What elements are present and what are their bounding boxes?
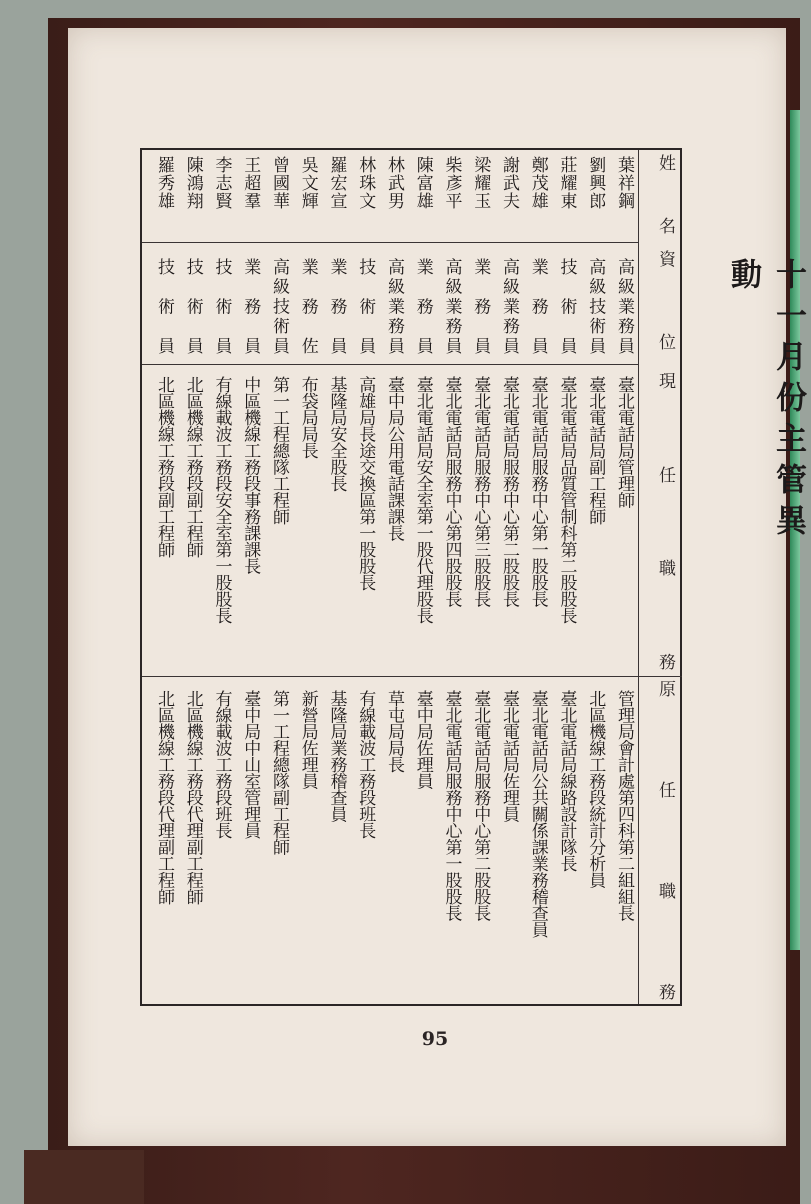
previous-post: 有線載波工務段班長 <box>211 690 232 839</box>
person-name: 柴彥平 <box>441 156 462 210</box>
current-post: 北區機線工務段副工程師 <box>154 376 174 558</box>
current-post: 臺中局公用電話課課長 <box>384 376 404 541</box>
qualification: 高級業務員 <box>441 258 462 354</box>
table-row <box>237 150 263 1004</box>
header-previous-post-char: 任 <box>655 781 675 798</box>
qualification: 技術員 <box>154 258 174 354</box>
header-previous-post <box>644 680 678 1000</box>
person-name: 曾國華 <box>269 156 289 210</box>
qualification: 業務員 <box>470 258 491 354</box>
previous-post: 臺北電話局服務中心第二股股長 <box>470 690 491 921</box>
table-row <box>324 150 350 1004</box>
current-post: 臺北電話局品質管制科第二股股長 <box>556 376 577 624</box>
header-current-post-char: 任 <box>655 465 675 483</box>
person-name: 莊耀東 <box>556 156 577 210</box>
table-row <box>439 150 465 1004</box>
current-post: 北區機線工務段副工程師 <box>182 376 203 558</box>
header-qualification-char: 位 <box>655 333 675 350</box>
person-name: 林武男 <box>384 156 404 210</box>
table-row <box>410 150 436 1004</box>
table-row <box>180 150 206 1004</box>
previous-post: 臺北電話局佐理員 <box>499 690 519 822</box>
qualification: 技術員 <box>211 258 232 354</box>
previous-post: 第一工程總隊副工程師 <box>269 690 289 855</box>
person-name: 吳文輝 <box>297 156 318 210</box>
table-row <box>611 150 637 1004</box>
qualification: 業務員 <box>412 258 433 354</box>
previous-post: 臺北電話局公共關係課業務稽查員 <box>527 690 548 938</box>
table-row <box>381 150 407 1004</box>
qualification: 業務員 <box>527 258 548 354</box>
table-row <box>209 150 235 1004</box>
person-name: 王超羣 <box>240 156 261 210</box>
header-name-char: 名 <box>655 217 675 234</box>
person-name: 羅秀雄 <box>154 156 174 210</box>
previous-post: 基隆局業務稽查員 <box>326 690 347 822</box>
current-post: 臺北電話局管理師 <box>614 376 634 508</box>
header-current-post <box>644 372 678 670</box>
header-previous-post-char: 務 <box>655 983 675 1000</box>
header-current-post-char: 現 <box>655 372 675 389</box>
qualification: 業務員 <box>326 258 347 354</box>
qualification: 高級業務員 <box>614 258 634 354</box>
qualification: 技術員 <box>355 258 376 354</box>
previous-post: 有線載波工務段班長 <box>355 690 376 839</box>
current-post: 布袋局局長 <box>297 376 318 459</box>
previous-post: 北區機線工務段統計分析員 <box>585 690 606 888</box>
person-name: 鄭茂雄 <box>527 156 548 210</box>
current-post: 臺北電話局服務中心第一股股長 <box>527 376 548 607</box>
previous-post: 臺中局佐理員 <box>412 690 433 789</box>
current-post: 臺北電話局安全室第一股代理股長 <box>412 376 433 624</box>
qualification: 業務佐 <box>297 258 318 354</box>
table-row <box>525 150 551 1004</box>
qualification: 高級技術員 <box>269 258 289 354</box>
table-row <box>467 150 493 1004</box>
qualification: 技術員 <box>556 258 577 354</box>
header-name-char: 姓 <box>655 154 675 171</box>
book-cover-corner <box>24 1150 144 1204</box>
current-post: 中區機線工務段事務課課長 <box>240 376 261 574</box>
table-row <box>554 150 580 1004</box>
table-row <box>266 150 292 1004</box>
table-row <box>151 150 177 1004</box>
person-name: 羅宏宣 <box>326 156 347 210</box>
previous-post: 臺中局中山室管理員 <box>240 690 261 839</box>
previous-post: 臺北電話局服務中心第一股股長 <box>441 690 462 921</box>
qualification: 業務員 <box>240 258 261 354</box>
header-previous-post-char: 原 <box>655 680 675 697</box>
person-name: 林珠文 <box>355 156 376 210</box>
personnel-table <box>140 148 682 1006</box>
qualification: 技術員 <box>182 258 203 354</box>
previous-post: 管理局會計處第四科第二組組長 <box>614 690 634 921</box>
person-name: 謝武夫 <box>499 156 519 210</box>
current-post: 有線載波工務段安全室第一股股長 <box>211 376 232 624</box>
table-rows <box>142 150 638 1004</box>
person-name: 陳鴻翔 <box>182 156 203 210</box>
header-name <box>644 154 678 234</box>
current-post: 臺北電話局服務中心第二股股長 <box>499 376 519 607</box>
person-name: 李志賢 <box>211 156 232 210</box>
previous-post: 北區機線工務段代理副工程師 <box>182 690 203 905</box>
header-current-post-char: 務 <box>655 652 675 670</box>
person-name: 梁耀玉 <box>470 156 491 210</box>
person-name: 陳富雄 <box>412 156 433 210</box>
current-post: 臺北電話局服務中心第三股股長 <box>470 376 491 607</box>
header-divider <box>638 150 639 1004</box>
qualification: 高級技術員 <box>585 258 606 354</box>
table-row <box>582 150 608 1004</box>
previous-post: 北區機線工務段代理副工程師 <box>154 690 174 905</box>
current-post: 臺北電話局服務中心第四股股長 <box>441 376 462 607</box>
table-row <box>352 150 378 1004</box>
table-row <box>295 150 321 1004</box>
current-post: 基隆局安全股長 <box>326 376 347 492</box>
qualification: 高級業務員 <box>499 258 519 354</box>
page-number: 95 <box>421 1028 449 1050</box>
page-title: 十一月份主管異動 <box>725 258 806 545</box>
header-current-post-char: 職 <box>655 559 675 577</box>
header-qualification <box>644 250 678 350</box>
current-post: 臺北電話局副工程師 <box>585 376 606 525</box>
current-post: 高雄局長途交換區第一股股長 <box>355 376 376 591</box>
header-previous-post-char: 職 <box>655 882 675 899</box>
previous-post: 草屯局局長 <box>384 690 404 773</box>
table-row <box>496 150 522 1004</box>
previous-post: 新營局佐理員 <box>297 690 318 789</box>
header-qualification-char: 資 <box>655 250 675 267</box>
qualification: 高級業務員 <box>384 258 404 354</box>
previous-post: 臺北電話局線路設計隊長 <box>556 690 577 872</box>
current-post: 第一工程總隊工程師 <box>269 376 289 525</box>
person-name: 葉祥鋼 <box>614 156 634 210</box>
person-name: 劉興郎 <box>585 156 606 210</box>
